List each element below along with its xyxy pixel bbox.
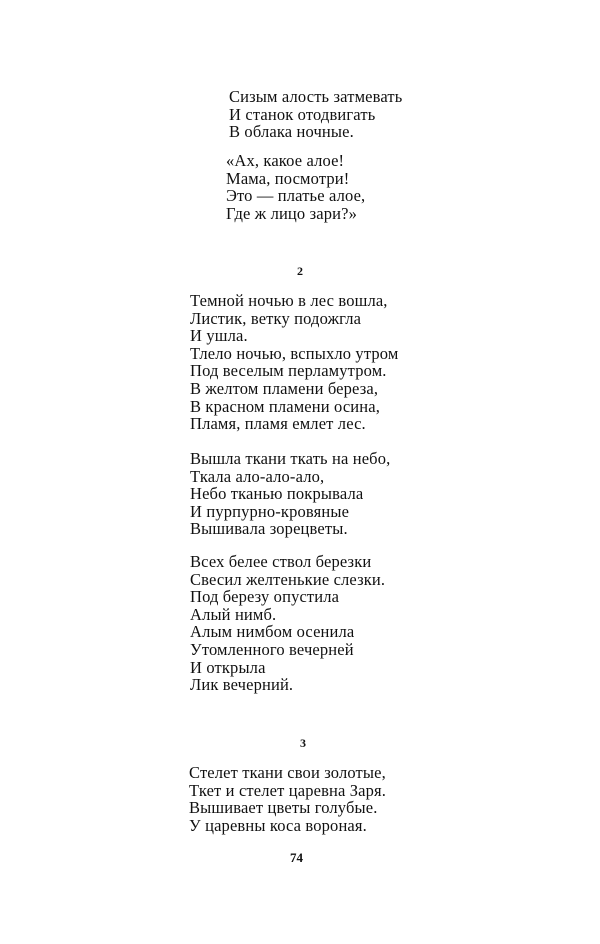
poem-line: Вышивала зорецветы. (190, 519, 348, 539)
stanza-section2-1 (190, 292, 398, 433)
section-number: 3 (300, 736, 306, 750)
poem-line: Сизым алость затмевать (229, 87, 403, 106)
poem-line: Это — платье алое, (226, 186, 366, 206)
poem-line: Под веселым перламутром. (190, 361, 387, 381)
poem-line: Вышивает цветы голубые. (189, 798, 378, 818)
poem-line: Пламя, пламя емлет лес. (190, 414, 366, 434)
poem-line: И пурпурно-кровяные (190, 501, 350, 521)
stanza-section2-3 (190, 553, 385, 694)
poem-line: Всех белее ствол березки (190, 552, 372, 571)
section-number: 2 (297, 264, 303, 278)
poem-line: Ткала ало-ало-ало, (190, 466, 325, 486)
poem-line: Утомленного вечерней (190, 639, 354, 659)
poem-line: Небо тканью покрывала (190, 484, 364, 504)
poem-line: Свесил желтенькие слезки. (190, 569, 386, 589)
poem-line: Под березу опустила (190, 587, 340, 607)
poem-line: Листик, ветку подожгла (190, 308, 362, 328)
poem-line: И ушла. (190, 326, 248, 346)
poem-line: Стелет ткани свои золотые, (189, 763, 386, 782)
poem-line: Тлело ночью, вспыхло утром (190, 343, 399, 363)
poem-line: В желтом пламени береза, (190, 378, 379, 398)
stanza-section2-2 (190, 450, 390, 538)
poem-line: В облака ночные. (229, 122, 354, 142)
poem-line: Алым нимбом осенила (190, 622, 355, 642)
poem-line: Алый нимб. (190, 604, 277, 624)
poem-line: «Ах, какое алое! (226, 151, 345, 170)
page-number: 74 (290, 850, 303, 865)
poem-line: Ткет и стелет царевна Заря. (189, 780, 387, 800)
stanza-section3-1 (189, 764, 386, 834)
poem-line: Где ж лицо зари?» (226, 203, 357, 223)
poem-line: У царевны коса вороная. (189, 815, 367, 835)
poem-line: И станок отодвигать (229, 104, 376, 124)
poem-line: Вышла ткани ткать на небо, (190, 449, 391, 468)
poem-line: В красном пламени осина, (190, 396, 381, 416)
stanza-top-1 (229, 88, 402, 141)
stanza-top-2 (226, 152, 365, 222)
poem-line: И открыла (190, 657, 266, 677)
poem-line: Лик вечерний. (190, 675, 294, 695)
poem-line: Темной ночью в лес вошла, (190, 291, 388, 310)
poem-line: Мама, посмотри! (226, 168, 350, 188)
